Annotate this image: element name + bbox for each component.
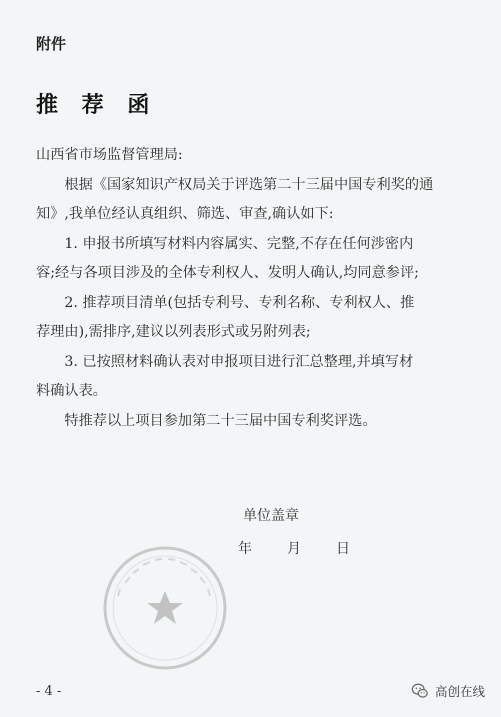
item-2-line-2: 荐理由),需排序,建议以列表形式或另附列表;: [36, 324, 311, 340]
date-month-label: 月: [287, 541, 301, 557]
salutation: 山西省市场监督管理局:: [36, 147, 183, 163]
item-3-line-2: 料确认表。: [36, 383, 107, 399]
attachment-label: 附件: [36, 35, 67, 53]
star-icon: [147, 591, 183, 624]
paragraph-1-line-1: 根据《国家知识产权局关于评选第二十三届中国专利奖的通: [64, 176, 434, 193]
unit-seal-label: 单位盖章: [243, 508, 299, 524]
watermark-label: 高创在线: [434, 684, 485, 699]
date-day-label: 日: [336, 541, 350, 557]
item-2-line-1: 2. 推荐项目清单(包括专利号、专利名称、专利权人、推: [64, 294, 415, 311]
page-number: - 4 -: [36, 684, 62, 699]
item-3-line-1: 3. 已按照材料确认表对申报项目进行汇总整理,并填写材: [64, 353, 414, 370]
wechat-icon: [411, 682, 429, 700]
date-year-label: 年: [238, 541, 252, 557]
item-1-line-2: 容;经与各项目涉及的全体专利权人、发明人确认,均同意参评;: [36, 265, 419, 281]
closing-sentence: 特推荐以上项目参加第二十三届中国专利奖评选。: [64, 412, 377, 429]
official-seal-stamp: [100, 543, 230, 673]
paragraph-1-line-2: 知》,我单位经认真组织、筛选、审查,确认如下:: [36, 206, 334, 222]
watermark: [411, 682, 485, 700]
item-1-line-1: 1. 申报书所填写材料内容属实、完整,不存在任何涉密内: [64, 235, 414, 252]
letter-body: [36, 141, 480, 436]
document-title: 推 荐 函: [36, 93, 158, 118]
